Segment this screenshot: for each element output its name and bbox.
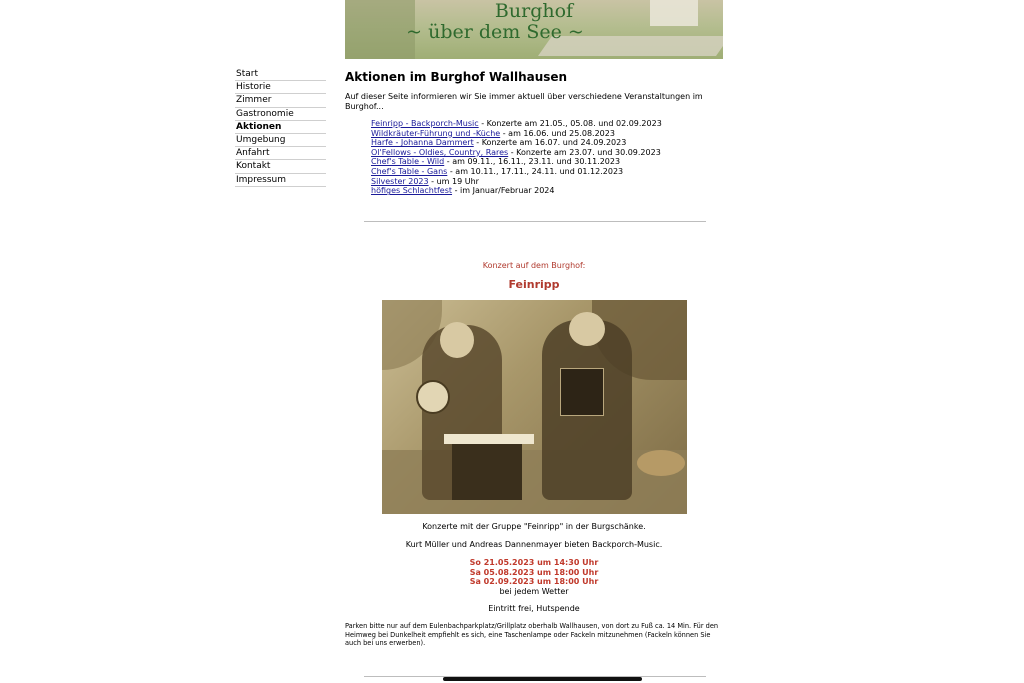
list-item <box>371 129 749 139</box>
nav-item-gastronomie[interactable]: Gastronomie <box>235 108 326 121</box>
event-details: - am 16.06. und 25.08.2023 <box>500 128 615 138</box>
band-photo <box>382 300 687 514</box>
sidebar-nav <box>235 68 326 187</box>
concert-date-3: Sa 02.09.2023 um 18:00 Uhr <box>469 577 599 586</box>
concert-date-2: Sa 05.08.2023 um 18:00 Uhr <box>469 567 599 577</box>
banner-title: Burghof <box>494 0 574 22</box>
list-item <box>371 138 749 148</box>
divider <box>364 221 706 222</box>
concert-weather: bei jedem Wetter <box>499 587 569 596</box>
photo-musician-left-head <box>440 322 474 358</box>
list-item <box>371 119 749 129</box>
photo-guitar <box>637 450 685 476</box>
event-list <box>345 119 749 196</box>
page-title: Aktionen im Burghof Wallhausen <box>345 70 568 84</box>
header-banner <box>345 0 723 59</box>
event-details: - im Januar/Februar 2024 <box>452 186 555 196</box>
intro-text: Auf dieser Seite informieren wir Sie immer aktuell über verschiedene Veranstaltungen im Burghof... <box>345 92 703 111</box>
event-link-feinripp[interactable]: Feinripp - Backporch-Music <box>371 119 479 128</box>
event-details: - Konzerte am 23.07. und 30.09.2023 <box>508 147 661 157</box>
list-item <box>371 167 749 177</box>
list-item <box>371 177 749 187</box>
concert-performers: Kurt Müller und Andreas Dannenmayer bieten Backporch-Music. <box>405 540 663 549</box>
event-details: - Konzerte am 16.07. und 24.09.2023 <box>473 138 627 148</box>
banner-subtitle: ~ über dem See ~ <box>406 21 584 43</box>
nav-item-historie[interactable]: Historie <box>235 81 326 94</box>
photo-sheet-music <box>444 434 534 444</box>
event-details: - um 19 Uhr <box>428 176 479 186</box>
concert-date-1: So 21.05.2023 um 14:30 Uhr <box>469 558 599 567</box>
photo-case <box>452 440 522 500</box>
nav-item-impressum[interactable]: Impressum <box>235 174 326 187</box>
event-link-chefs-table-wild[interactable]: Chef's Table - Wild <box>371 157 445 167</box>
event-link-wildkraeuter[interactable]: Wildkräuter-Führung und -Küche <box>371 128 501 138</box>
concert-kicker: Konzert auf dem Burghof: <box>482 261 586 270</box>
event-details: - am 10.11., 17.11., 24.11. und 01.12.2023 <box>447 166 624 176</box>
photo-banjo <box>416 380 450 414</box>
list-item <box>371 157 749 167</box>
list-item <box>371 148 749 158</box>
photo-accordion <box>560 368 604 416</box>
event-link-silvester[interactable]: Silvester 2023 <box>371 176 429 186</box>
event-details: - am 09.11., 16.11., 23.11. und 30.11.2023 <box>444 157 621 167</box>
photo-musician-right-head <box>569 312 605 346</box>
concert-band-name: Feinripp <box>508 278 560 291</box>
concert-entry: Eintritt frei, Hutspende <box>488 604 580 613</box>
parking-note: Parken bitte nur auf dem Eulenbachparkplatz/Grillplatz oberhalb Wallhausen, von dort zu Fuß ca. 14 Min. Für den Heimweg bei Dunkelheit empfiehlt es sich, eine Taschenlampe oder Fackeln mitzunehmen (Fackeln können Sie auch bei uns erwerben). <box>345 622 719 648</box>
nav-item-aktionen[interactable]: Aktionen <box>235 121 326 134</box>
event-link-chefs-table-gans[interactable]: Chef's Table - Gans <box>371 166 448 176</box>
nav-item-kontakt[interactable]: Kontakt <box>235 160 326 173</box>
event-link-schlachtfest[interactable]: höfiges Schlachtfest <box>371 186 453 196</box>
nav-item-anfahrt[interactable]: Anfahrt <box>235 147 326 160</box>
nav-item-start[interactable]: Start <box>235 68 326 81</box>
nav-item-umgebung[interactable]: Umgebung <box>235 134 326 147</box>
home-indicator[interactable] <box>443 677 642 681</box>
event-details: - Konzerte am 21.05., 05.08. und 02.09.2023 <box>478 119 662 128</box>
nav-item-zimmer[interactable]: Zimmer <box>235 94 326 107</box>
list-item <box>371 186 749 196</box>
event-link-harfe[interactable]: Harfe - Johanna Dammert <box>371 138 474 148</box>
concert-caption: Konzerte mit der Gruppe "Feinripp" in der Burgschänke. <box>422 522 646 531</box>
event-link-olfellows[interactable]: Ol'Fellows - Oldies, Country, Rares <box>371 147 509 157</box>
